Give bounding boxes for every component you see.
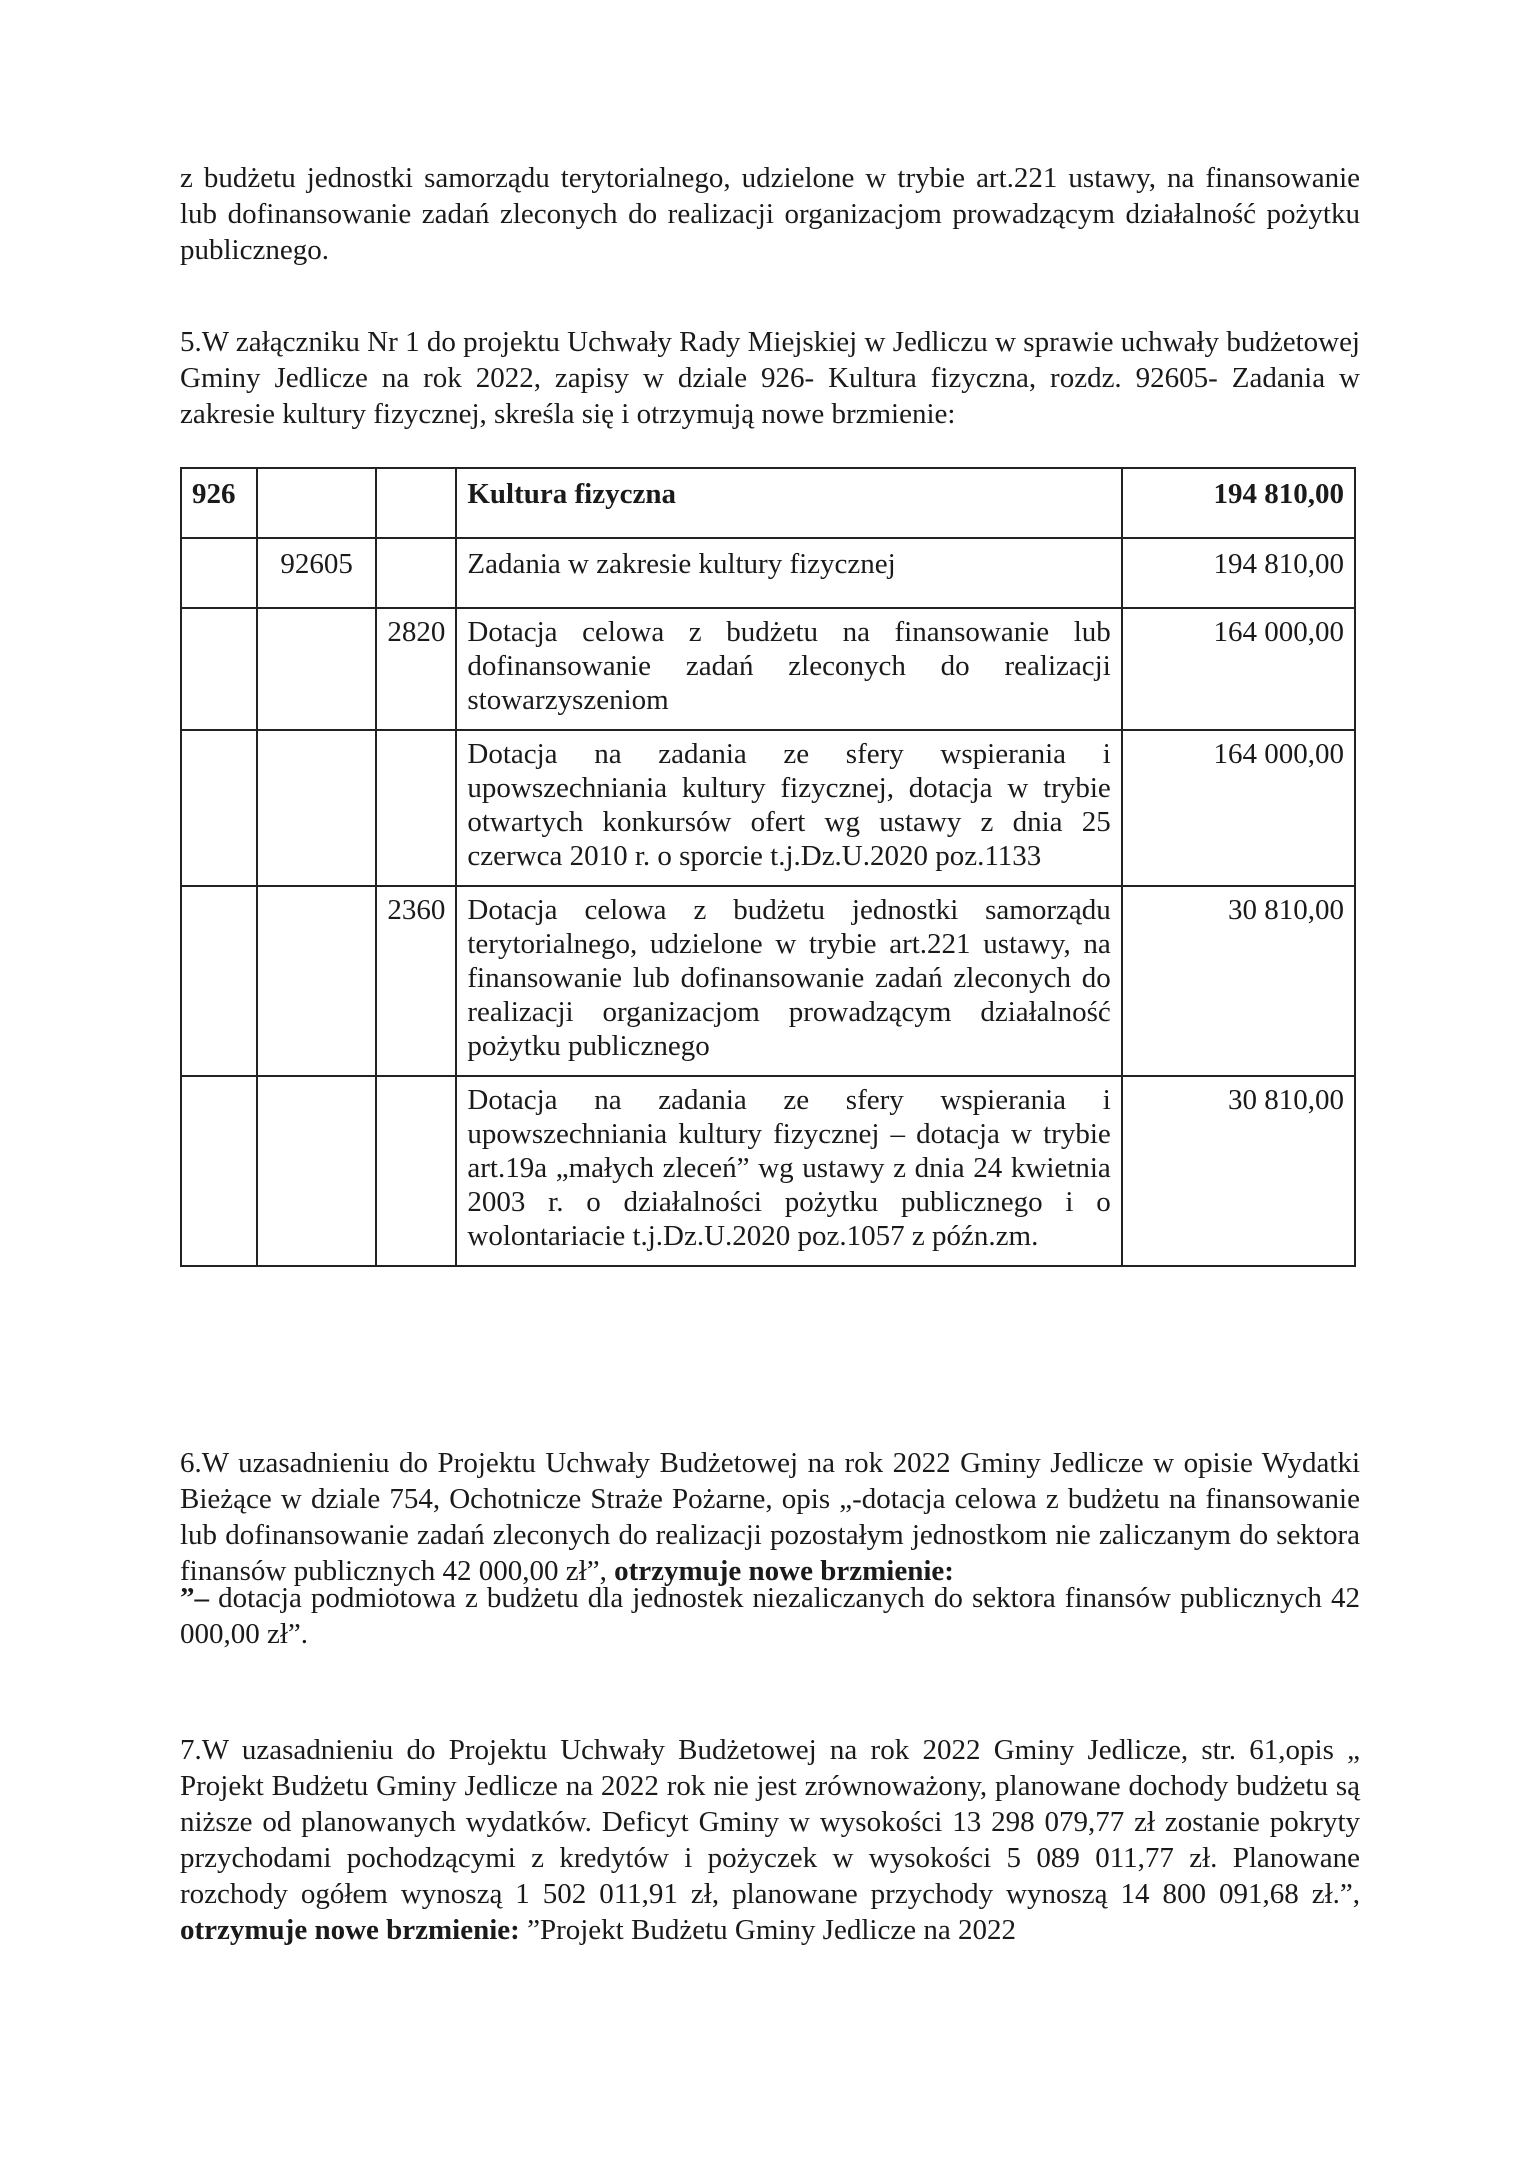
cell-dzial: 926 [181,468,257,538]
cell-paragraf [376,1076,456,1266]
cell-opis: Dotacja na zadania ze sfery wspierania i upowszechniania kultury fizycznej, dotacja w trybie otwartych konkursów ofert wg ustawy z dnia 25 czerwca 2010 r. o sporcie t.j.Dz.U.2020 poz.1133 [456,730,1121,886]
cell-opis: Dotacja celowa z budżetu jednostki samorządu terytorialnego, udzielone w trybie art.221 ustawy, na finansowanie lub dofinansowanie zadań zleconych do realizacji organizacjom prowadzącym działalność pożytku publicznego [456,886,1121,1076]
cell-kwota: 164 000,00 [1122,730,1355,886]
cell-opis: Dotacja na zadania ze sfery wspierania i upowszechniania kultury fizycznej – dotacja w trybie art.19a „małych zleceń” wg ustawy z dnia 24 kwietnia 2003 r. o działalności pożytku publicznego i o wolontariacie t.j.Dz.U.2020 poz.1057 z późn.zm. [456,1076,1121,1266]
paragraph-7-tail: ”Projekt Budżetu Gminy Jedlicze na 2022 [519,1914,1016,1946]
cell-rozdzial [257,1076,376,1266]
cell-rozdzial [257,730,376,886]
table-row [181,608,1355,730]
cell-rozdzial [257,468,376,538]
cell-rozdzial: 92605 [257,538,376,608]
paragraph-intro: z budżetu jednostki samorządu terytorialnego, udzielone w trybie art.221 ustawy, na finansowanie lub dofinansowanie zadań zleconych do realizacji organizacjom prowadzącym działalność pożytku publicznego. [180,162,1360,266]
cell-paragraf: 2360 [376,886,456,1076]
cell-kwota: 194 810,00 [1122,538,1355,608]
table-row [181,730,1355,886]
cell-dzial [181,886,257,1076]
paragraph-6-new-wording [180,1580,1360,1652]
cell-kwota: 164 000,00 [1122,608,1355,730]
paragraph-5: 5.W załączniku Nr 1 do projektu Uchwały Rady Miejskiej w Jedliczu w sprawie uchwały budżetowej Gminy Jedlicze na rok 2022, zapisy w dziale 926- Kultura fizyczna, rozdz. 92605- Zadania w zakresie kultury fizycznej, skreśla się i otrzymują nowe brzmienie: [180,326,1360,430]
cell-paragraf: 2820 [376,608,456,730]
cell-paragraf [376,468,456,538]
table-row [181,886,1355,1076]
paragraph-7-bold: otrzymuje nowe brzmienie: [180,1914,520,1946]
table-row [181,1076,1355,1266]
cell-paragraf [376,730,456,886]
paragraph-6 [180,1445,1360,1589]
cell-paragraf [376,538,456,608]
budget-table [180,467,1356,1267]
cell-rozdzial [257,886,376,1076]
cell-kwota: 30 810,00 [1122,886,1355,1076]
paragraph-7 [180,1732,1360,1948]
cell-opis: Kultura fizyczna [456,468,1121,538]
cell-rozdzial [257,608,376,730]
cell-dzial [181,1076,257,1266]
cell-dzial [181,608,257,730]
paragraph-6-bold: otrzymuje nowe brzmienie: [614,1555,954,1587]
paragraph-6b-text: dotacja podmiotowa z budżetu dla jednostek niezaliczanych do sektora finansów publicznych 42 000,00 zł”. [180,1582,1360,1650]
cell-opis: Zadania w zakresie kultury fizycznej [456,538,1121,608]
paragraph-6b-quote: ”– [180,1582,209,1614]
paragraph-6-text: 6.W uzasadnieniu do Projektu Uchwały Budżetowej na rok 2022 Gminy Jedlicze w opisie Wydatki Bieżące w dziale 754, Ochotnicze Straże Pożarne, opis „-dotacja celowa z budżetu na finansowanie lub dofinansowanie zadań zleconych do realizacji pozostałym jednostkom nie zaliczanym do sektora finansów publicznych 42 000,00 zł”, [180,1447,1360,1587]
cell-dzial [181,730,257,886]
cell-kwota: 194 810,00 [1122,468,1355,538]
paragraph-7-text: 7.W uzasadnieniu do Projektu Uchwały Budżetowej na rok 2022 Gminy Jedlicze, str. 61,opis „ Projekt Budżetu Gminy Jedlicze na 2022 rok nie jest zrównoważony, planowane dochody budżetu są niższe od planowanych wydatków. Deficyt Gminy w wysokości 13 298 079,77 zł zostanie pokryty przychodami pochodzącymi z kredytów i pożyczek w wysokości 5 089 011,77 zł. Planowane rozchody ogółem wynoszą 1 502 011,91 zł, planowane przychody wynoszą 14 800 091,68 zł.”, [180,1734,1360,1910]
cell-dzial [181,538,257,608]
table-row [181,468,1355,538]
cell-opis: Dotacja celowa z budżetu na finansowanie lub dofinansowanie zadań zleconych do realizacji stowarzyszeniom [456,608,1121,730]
cell-kwota: 30 810,00 [1122,1076,1355,1266]
table-row [181,538,1355,608]
